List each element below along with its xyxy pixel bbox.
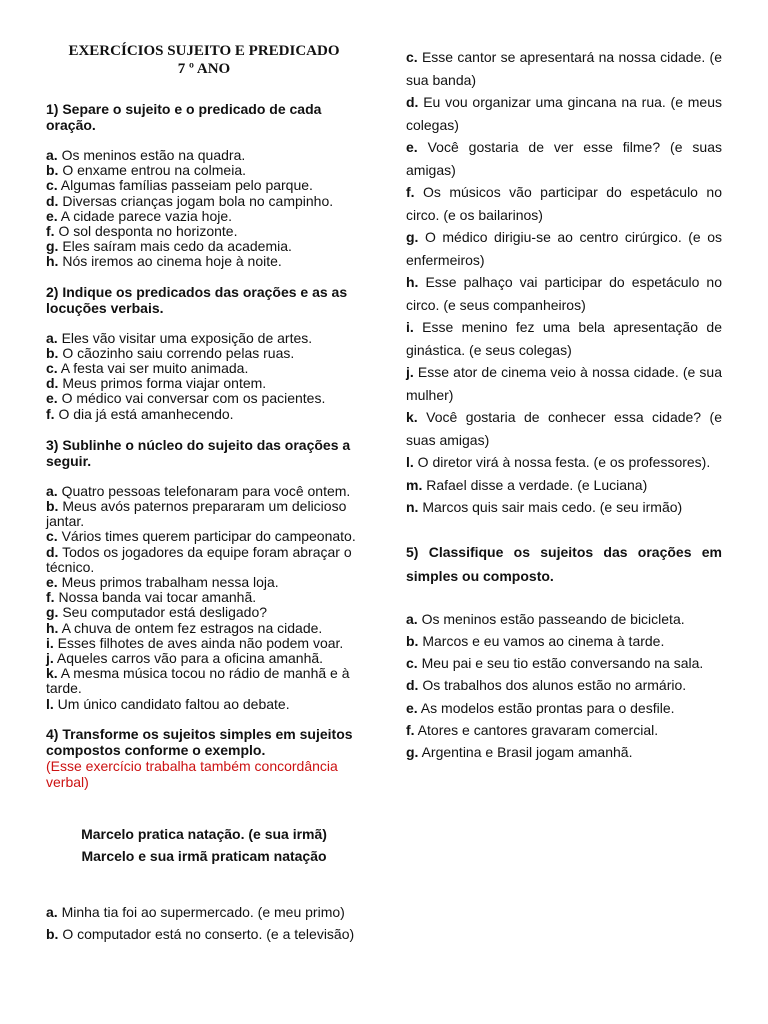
item-text: Um único candidato faltou ao debate. (53, 695, 290, 712)
item-text: Marcos e eu vamos ao cinema à tarde. (418, 632, 665, 649)
item-text: O enxame entrou na colmeia. (58, 162, 246, 179)
item-text: Eles saíram mais cedo da academia. (58, 238, 292, 255)
item-text: Todos os jogadores da equipe foram abraçar o técnico. (46, 543, 352, 575)
item-label: e. (46, 207, 58, 224)
item-label: a. (406, 610, 418, 627)
list-item (46, 346, 362, 361)
question-3-heading: 3) Sublinhe o núcleo do sujeito das orações a seguir. (46, 436, 351, 469)
item-text: Esse ator de cinema veio à nossa cidade. (e sua mulher) (406, 364, 722, 403)
list-item (46, 239, 362, 254)
item-label: b. (406, 632, 419, 649)
item-text: Esses filhotes de aves ainda não podem voar. (53, 634, 344, 651)
list-item (46, 666, 362, 696)
item-label: g. (46, 604, 59, 621)
list-item (406, 271, 722, 316)
item-text: Esse palhaço vai participar do espetáculo no circo. (e seus companheiros) (406, 274, 722, 313)
list-item (46, 254, 362, 269)
list-item (46, 621, 362, 636)
item-text: A festa vai ser muito animada. (57, 360, 249, 377)
worksheet-title (46, 42, 362, 78)
item-text: A cidade parece vazia hoje. (57, 207, 233, 224)
item-text: Vários times querem participar do campeonato. (57, 528, 356, 545)
item-label: b. (46, 162, 59, 179)
list-item (46, 178, 362, 193)
item-label: d. (46, 375, 59, 392)
list-item (406, 181, 722, 226)
item-label: a. (46, 903, 58, 920)
list-item (46, 361, 362, 376)
item-label: d. (406, 677, 419, 694)
question-1-list (46, 148, 362, 270)
item-text: Nós iremos ao cinema hoje à noite. (58, 253, 282, 270)
item-text: Argentina e Brasil jogam amanhã. (418, 744, 633, 761)
list-item (406, 361, 722, 406)
item-text: Esse cantor se apresentará na nossa cidade. (e sua banda) (406, 49, 722, 88)
item-label: b. (46, 498, 59, 515)
example-line-1: Marcelo pratica natação. (e sua irmã) (81, 825, 327, 842)
item-text: O computador está no conserto. (e a televisão) (58, 926, 355, 943)
item-text: O cãozinho saiu correndo pelas ruas. (58, 344, 295, 361)
item-label: a. (46, 482, 58, 499)
item-label: f. (46, 589, 55, 606)
list-item (46, 407, 362, 422)
list-item (406, 226, 722, 271)
list-item (46, 376, 362, 391)
question-2-list (46, 331, 362, 422)
list-item (46, 923, 362, 946)
item-label: b. (46, 344, 59, 361)
item-label: g. (406, 229, 419, 245)
item-text: Você gostaria de conhecer essa cidade? (e suas amigas) (406, 409, 722, 448)
list-item (46, 391, 362, 406)
item-text: A chuva de ontem fez estragos na cidade. (58, 619, 323, 636)
item-label: h. (406, 274, 419, 290)
question-4-list-left (46, 901, 362, 946)
item-text: Meus primos trabalham nessa loja. (57, 574, 279, 591)
question-2-heading: 2) Indique os predicados das orações e as as locuções verbais. (46, 283, 348, 316)
item-label: i. (406, 319, 414, 335)
item-label: e. (406, 139, 418, 155)
item-text: Seu computador está desligado? (58, 604, 268, 621)
item-text: Meus primos forma viajar ontem. (58, 375, 267, 392)
item-text: As modelos estão prontas para o desfile. (417, 699, 675, 716)
item-label: f. (46, 223, 55, 240)
item-label: c. (406, 49, 418, 65)
item-label: b. (46, 926, 59, 943)
example-line-2: Marcelo e sua irmã praticam natação (81, 847, 327, 864)
list-item (46, 209, 362, 224)
list-item (46, 545, 362, 575)
item-label: h. (46, 619, 59, 636)
list-item (46, 901, 362, 924)
item-text: Atores e cantores gravaram comercial. (414, 721, 659, 738)
list-item (46, 605, 362, 620)
item-label: j. (406, 364, 414, 380)
item-text: O médico dirigiu-se ao centro cirúrgico. (e os enfermeiros) (406, 229, 722, 268)
list-item (406, 136, 722, 181)
list-item (46, 331, 362, 346)
item-label: i. (46, 634, 54, 651)
item-text: Os meninos estão na quadra. (57, 147, 246, 163)
item-label: m. (406, 476, 423, 493)
item-label: d. (406, 94, 419, 110)
list-item (406, 316, 722, 361)
list-item (406, 46, 722, 91)
item-label: c. (46, 177, 58, 194)
list-item (406, 741, 722, 763)
item-text: O sol desponta no horizonte. (54, 223, 238, 240)
item-text: Eles vão visitar uma exposição de artes. (57, 329, 313, 346)
item-text: O diretor virá à nossa festa. (e os professores). (413, 454, 711, 470)
list-item (46, 194, 362, 209)
item-label: n. (406, 499, 419, 515)
question-5-heading: 5) Classifique os sujeitos das orações em simples ou composto. (406, 543, 722, 584)
item-text: Aqueles carros vão para a oficina amanhã. (53, 650, 324, 667)
item-text: Meus avós paternos prepararam um delicioso jantar. (46, 498, 347, 530)
item-text: Os músicos vão participar do espetáculo no circo. (e os bailarinos) (406, 184, 722, 223)
item-text: Rafael disse a verdade. (e Luciana) (422, 476, 648, 493)
list-item (406, 652, 722, 674)
item-label: a. (46, 147, 58, 163)
item-text: Os meninos estão passeando de bicicleta. (417, 610, 685, 627)
item-label: h. (46, 253, 59, 270)
list-item (406, 91, 722, 136)
question-4-list-right (406, 46, 722, 519)
item-text: Esse menino fez uma bela apresentação de ginástica. (e seus colegas) (406, 319, 722, 358)
item-label: l. (46, 695, 54, 712)
item-label: c. (46, 528, 58, 545)
list-item (46, 484, 362, 499)
item-text: Você gostaria de ver esse filme? (e suas amigas) (406, 139, 722, 178)
list-item (46, 163, 362, 178)
list-item (46, 636, 362, 651)
question-5-list (406, 608, 722, 764)
item-label: c. (46, 360, 58, 377)
title-line-2: 7 º ANO (177, 61, 231, 77)
item-label: g. (406, 744, 419, 761)
item-text: Quatro pessoas telefonaram para você ontem. (57, 482, 351, 499)
item-text: Eu vou organizar uma gincana na rua. (e meus colegas) (406, 94, 722, 133)
list-item (46, 499, 362, 529)
item-label: g. (46, 238, 59, 255)
list-item (46, 148, 362, 163)
list-item (46, 224, 362, 239)
item-label: d. (46, 192, 59, 209)
list-item (406, 674, 722, 696)
left-column (46, 42, 362, 946)
item-label: k. (406, 409, 418, 425)
list-item (406, 697, 722, 719)
item-text: Os trabalhos dos alunos estão no armário. (418, 677, 687, 694)
list-item (406, 474, 722, 497)
list-item (46, 651, 362, 666)
item-text: A mesma música tocou no rádio de manhã e à tarde. (46, 665, 350, 697)
item-label: j. (46, 650, 54, 667)
item-text: Marcos quis sair mais cedo. (e seu irmão) (418, 499, 683, 515)
list-item (406, 608, 722, 630)
item-label: f. (46, 405, 55, 422)
item-label: c. (406, 655, 418, 672)
list-item (46, 697, 362, 712)
item-label: d. (46, 543, 59, 560)
question-4-heading: 4) Transforme os sujeitos simples em sujeitos compostos conforme o exemplo. (46, 725, 353, 758)
list-item (406, 451, 722, 474)
item-label: k. (46, 665, 58, 682)
item-label: f. (406, 184, 415, 200)
item-text: Diversas crianças jogam bola no campinho. (58, 192, 334, 209)
item-label: f. (406, 721, 415, 738)
question-4-note: (Esse exercício trabalha também concordância verbal) (46, 757, 338, 790)
item-text: Minha tia foi ao supermercado. (e meu primo) (57, 903, 345, 920)
item-text: O médico vai conversar com os pacientes. (57, 390, 326, 407)
right-column (406, 46, 722, 764)
list-item (406, 406, 722, 451)
item-label: e. (406, 699, 418, 716)
list-item (46, 590, 362, 605)
list-item (46, 575, 362, 590)
item-text: Algumas famílias passeiam pelo parque. (57, 177, 313, 194)
question-3-list (46, 484, 362, 712)
item-text: Meu pai e seu tio estão conversando na sala. (417, 655, 704, 672)
item-text: O dia já está amanhecendo. (54, 405, 234, 422)
list-item (406, 496, 722, 519)
question-1-heading: 1) Separe o sujeito e o predicado de cada oração. (46, 101, 322, 133)
item-text: Nossa banda vai tocar amanhã. (54, 589, 257, 606)
title-line-1: EXERCÍCIOS SUJEITO E PREDICADO (68, 43, 340, 59)
item-label: e. (46, 390, 58, 407)
item-label: e. (46, 574, 58, 591)
list-item (406, 719, 722, 741)
list-item (46, 529, 362, 544)
item-label: l. (406, 454, 414, 470)
item-label: a. (46, 329, 58, 346)
list-item (406, 630, 722, 652)
